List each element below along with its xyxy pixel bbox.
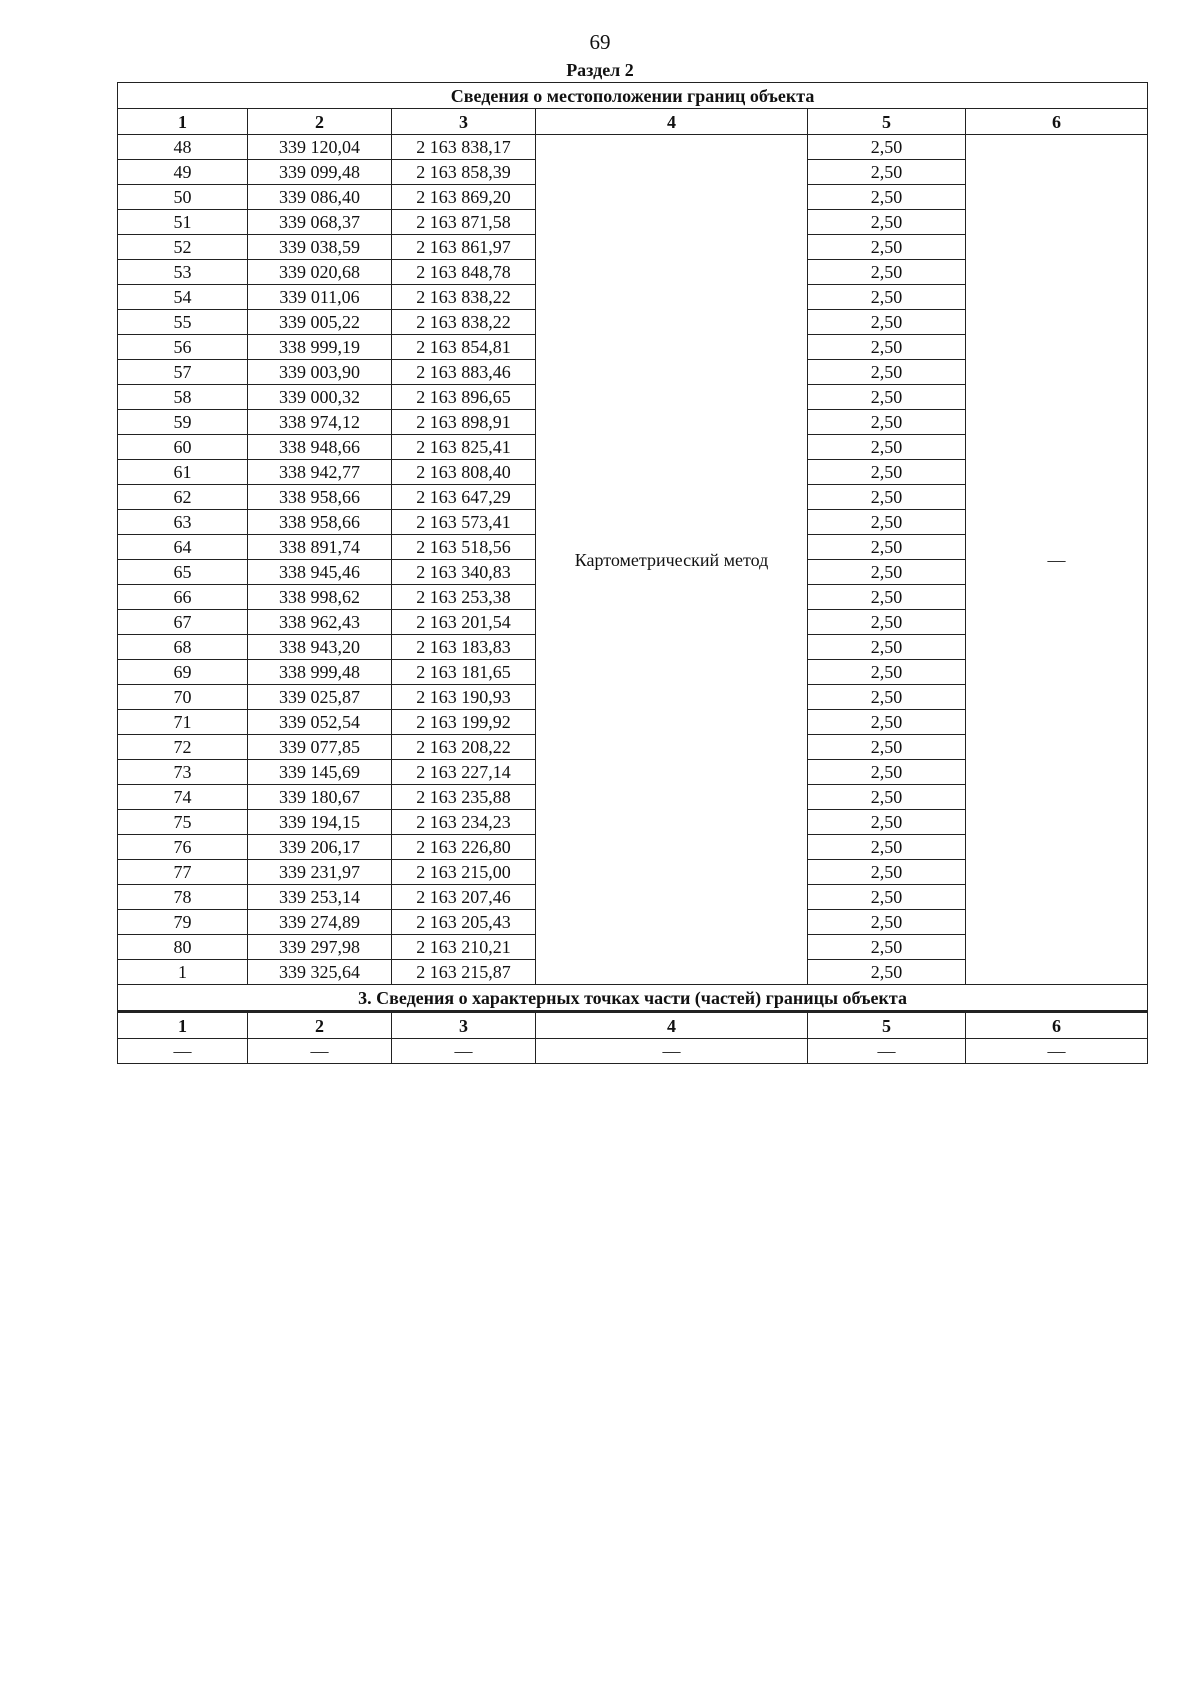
y-coordinate: 2 163 647,29 [392,485,536,510]
accuracy-value: 2,50 [808,785,966,810]
accuracy-value: 2,50 [808,435,966,460]
y-coordinate: 2 163 898,91 [392,410,536,435]
y-coordinate: 2 163 215,00 [392,860,536,885]
x-coordinate: 338 962,43 [248,610,392,635]
x-coordinate: 339 000,32 [248,385,392,410]
y-coordinate: 2 163 848,78 [392,260,536,285]
accuracy-value: 2,50 [808,485,966,510]
column-number: 2 [248,1012,392,1039]
point-number: 79 [118,910,248,935]
point-number: 62 [118,485,248,510]
point-number: 48 [118,135,248,160]
point-number: 50 [118,185,248,210]
y-coordinate: 2 163 205,43 [392,910,536,935]
point-number: 68 [118,635,248,660]
page-number: 69 [589,30,611,54]
accuracy-value: 2,50 [808,360,966,385]
point-number: 70 [118,685,248,710]
x-coordinate: 338 998,62 [248,585,392,610]
accuracy-value: 2,50 [808,810,966,835]
y-coordinate: 2 163 518,56 [392,535,536,560]
parts-cell: — [118,1039,248,1064]
y-coordinate: 2 163 838,22 [392,285,536,310]
table-caption: Сведения о местоположении границ объекта [118,83,1148,109]
y-coordinate: 2 163 869,20 [392,185,536,210]
x-coordinate: 339 025,87 [248,685,392,710]
x-coordinate: 339 003,90 [248,360,392,385]
accuracy-value: 2,50 [808,335,966,360]
x-coordinate: 338 974,12 [248,410,392,435]
accuracy-value: 2,50 [808,410,966,435]
accuracy-value: 2,50 [808,635,966,660]
column-number: 6 [966,109,1148,135]
boundary-coordinates-table [117,82,1148,1064]
point-number: 58 [118,385,248,410]
y-coordinate: 2 163 861,97 [392,235,536,260]
point-number: 60 [118,435,248,460]
column-number: 5 [808,1012,966,1039]
y-coordinate: 2 163 226,80 [392,835,536,860]
column-number: 1 [118,1012,248,1039]
x-coordinate: 339 325,64 [248,960,392,985]
x-coordinate: 339 005,22 [248,310,392,335]
parts-cell: — [248,1039,392,1064]
point-number: 65 [118,560,248,585]
y-coordinate: 2 163 235,88 [392,785,536,810]
column-number: 4 [536,109,808,135]
y-coordinate: 2 163 181,65 [392,660,536,685]
accuracy-value: 2,50 [808,210,966,235]
point-number: 51 [118,210,248,235]
column-number: 3 [392,1012,536,1039]
x-coordinate: 338 999,48 [248,660,392,685]
point-number: 72 [118,735,248,760]
x-coordinate: 339 068,37 [248,210,392,235]
accuracy-value: 2,50 [808,310,966,335]
method-cell: Картометрический метод [536,135,808,985]
x-coordinate: 338 958,66 [248,510,392,535]
point-number: 56 [118,335,248,360]
column-number: 6 [966,1012,1148,1039]
point-number: 80 [118,935,248,960]
point-number: 74 [118,785,248,810]
point-number: 57 [118,360,248,385]
point-number: 55 [118,310,248,335]
x-coordinate: 339 011,06 [248,285,392,310]
point-number: 54 [118,285,248,310]
y-coordinate: 2 163 207,46 [392,885,536,910]
accuracy-value: 2,50 [808,835,966,860]
column-number: 5 [808,109,966,135]
accuracy-value: 2,50 [808,935,966,960]
column-6-value: — [966,135,1148,985]
y-coordinate: 2 163 201,54 [392,610,536,635]
y-coordinate: 2 163 227,14 [392,760,536,785]
accuracy-value: 2,50 [808,685,966,710]
y-coordinate: 2 163 190,93 [392,685,536,710]
point-number: 61 [118,460,248,485]
accuracy-value: 2,50 [808,560,966,585]
y-coordinate: 2 163 208,22 [392,735,536,760]
point-number: 52 [118,235,248,260]
accuracy-value: 2,50 [808,960,966,985]
parts-cell: — [392,1039,536,1064]
accuracy-value: 2,50 [808,235,966,260]
x-coordinate: 339 231,97 [248,860,392,885]
y-coordinate: 2 163 883,46 [392,360,536,385]
y-coordinate: 2 163 838,17 [392,135,536,160]
x-coordinate: 339 077,85 [248,735,392,760]
x-coordinate: 339 086,40 [248,185,392,210]
point-number: 66 [118,585,248,610]
column-number: 4 [536,1012,808,1039]
x-coordinate: 339 052,54 [248,710,392,735]
y-coordinate: 2 163 234,23 [392,810,536,835]
x-coordinate: 339 145,69 [248,760,392,785]
point-number: 64 [118,535,248,560]
point-number: 49 [118,160,248,185]
accuracy-value: 2,50 [808,185,966,210]
accuracy-value: 2,50 [808,660,966,685]
y-coordinate: 2 163 340,83 [392,560,536,585]
accuracy-value: 2,50 [808,610,966,635]
parts-row [118,1039,1148,1064]
y-coordinate: 2 163 854,81 [392,335,536,360]
x-coordinate: 339 274,89 [248,910,392,935]
x-coordinate: 338 942,77 [248,460,392,485]
accuracy-value: 2,50 [808,860,966,885]
accuracy-value: 2,50 [808,460,966,485]
x-coordinate: 338 958,66 [248,485,392,510]
x-coordinate: 339 180,67 [248,785,392,810]
parts-caption: 3. Сведения о характерных точках части (частей) границы объекта [118,985,1148,1012]
y-coordinate: 2 163 573,41 [392,510,536,535]
y-coordinate: 2 163 896,65 [392,385,536,410]
x-coordinate: 338 943,20 [248,635,392,660]
point-number: 71 [118,710,248,735]
point-number: 78 [118,885,248,910]
x-coordinate: 338 948,66 [248,435,392,460]
column-number: 1 [118,109,248,135]
y-coordinate: 2 163 215,87 [392,960,536,985]
accuracy-value: 2,50 [808,535,966,560]
accuracy-value: 2,50 [808,910,966,935]
column-number-row [118,109,1148,135]
x-coordinate: 339 253,14 [248,885,392,910]
x-coordinate: 339 297,98 [248,935,392,960]
y-coordinate: 2 163 838,22 [392,310,536,335]
accuracy-value: 2,50 [808,285,966,310]
accuracy-value: 2,50 [808,710,966,735]
parts-caption-row [118,985,1148,1012]
point-number: 69 [118,660,248,685]
x-coordinate: 339 038,59 [248,235,392,260]
accuracy-value: 2,50 [808,135,966,160]
point-number: 73 [118,760,248,785]
accuracy-value: 2,50 [808,260,966,285]
column-number: 3 [392,109,536,135]
parts-cell: — [966,1039,1148,1064]
y-coordinate: 2 163 183,83 [392,635,536,660]
point-number: 1 [118,960,248,985]
section-title: Раздел 2 [566,60,634,80]
y-coordinate: 2 163 808,40 [392,460,536,485]
accuracy-value: 2,50 [808,160,966,185]
point-number: 67 [118,610,248,635]
accuracy-value: 2,50 [808,885,966,910]
y-coordinate: 2 163 210,21 [392,935,536,960]
y-coordinate: 2 163 871,58 [392,210,536,235]
point-number: 76 [118,835,248,860]
point-number: 75 [118,810,248,835]
accuracy-value: 2,50 [808,510,966,535]
point-number: 77 [118,860,248,885]
accuracy-value: 2,50 [808,585,966,610]
column-number: 2 [248,109,392,135]
y-coordinate: 2 163 199,92 [392,710,536,735]
x-coordinate: 339 206,17 [248,835,392,860]
x-coordinate: 338 945,46 [248,560,392,585]
table-caption-row [118,83,1148,109]
x-coordinate: 339 194,15 [248,810,392,835]
x-coordinate: 339 020,68 [248,260,392,285]
table-row [118,135,1148,160]
y-coordinate: 2 163 253,38 [392,585,536,610]
accuracy-value: 2,50 [808,760,966,785]
y-coordinate: 2 163 858,39 [392,160,536,185]
parts-cell: — [808,1039,966,1064]
point-number: 59 [118,410,248,435]
accuracy-value: 2,50 [808,385,966,410]
y-coordinate: 2 163 825,41 [392,435,536,460]
x-coordinate: 339 120,04 [248,135,392,160]
accuracy-value: 2,50 [808,735,966,760]
x-coordinate: 338 891,74 [248,535,392,560]
point-number: 53 [118,260,248,285]
point-number: 63 [118,510,248,535]
x-coordinate: 339 099,48 [248,160,392,185]
parts-cell: — [536,1039,808,1064]
parts-column-number-row [118,1012,1148,1039]
x-coordinate: 338 999,19 [248,335,392,360]
